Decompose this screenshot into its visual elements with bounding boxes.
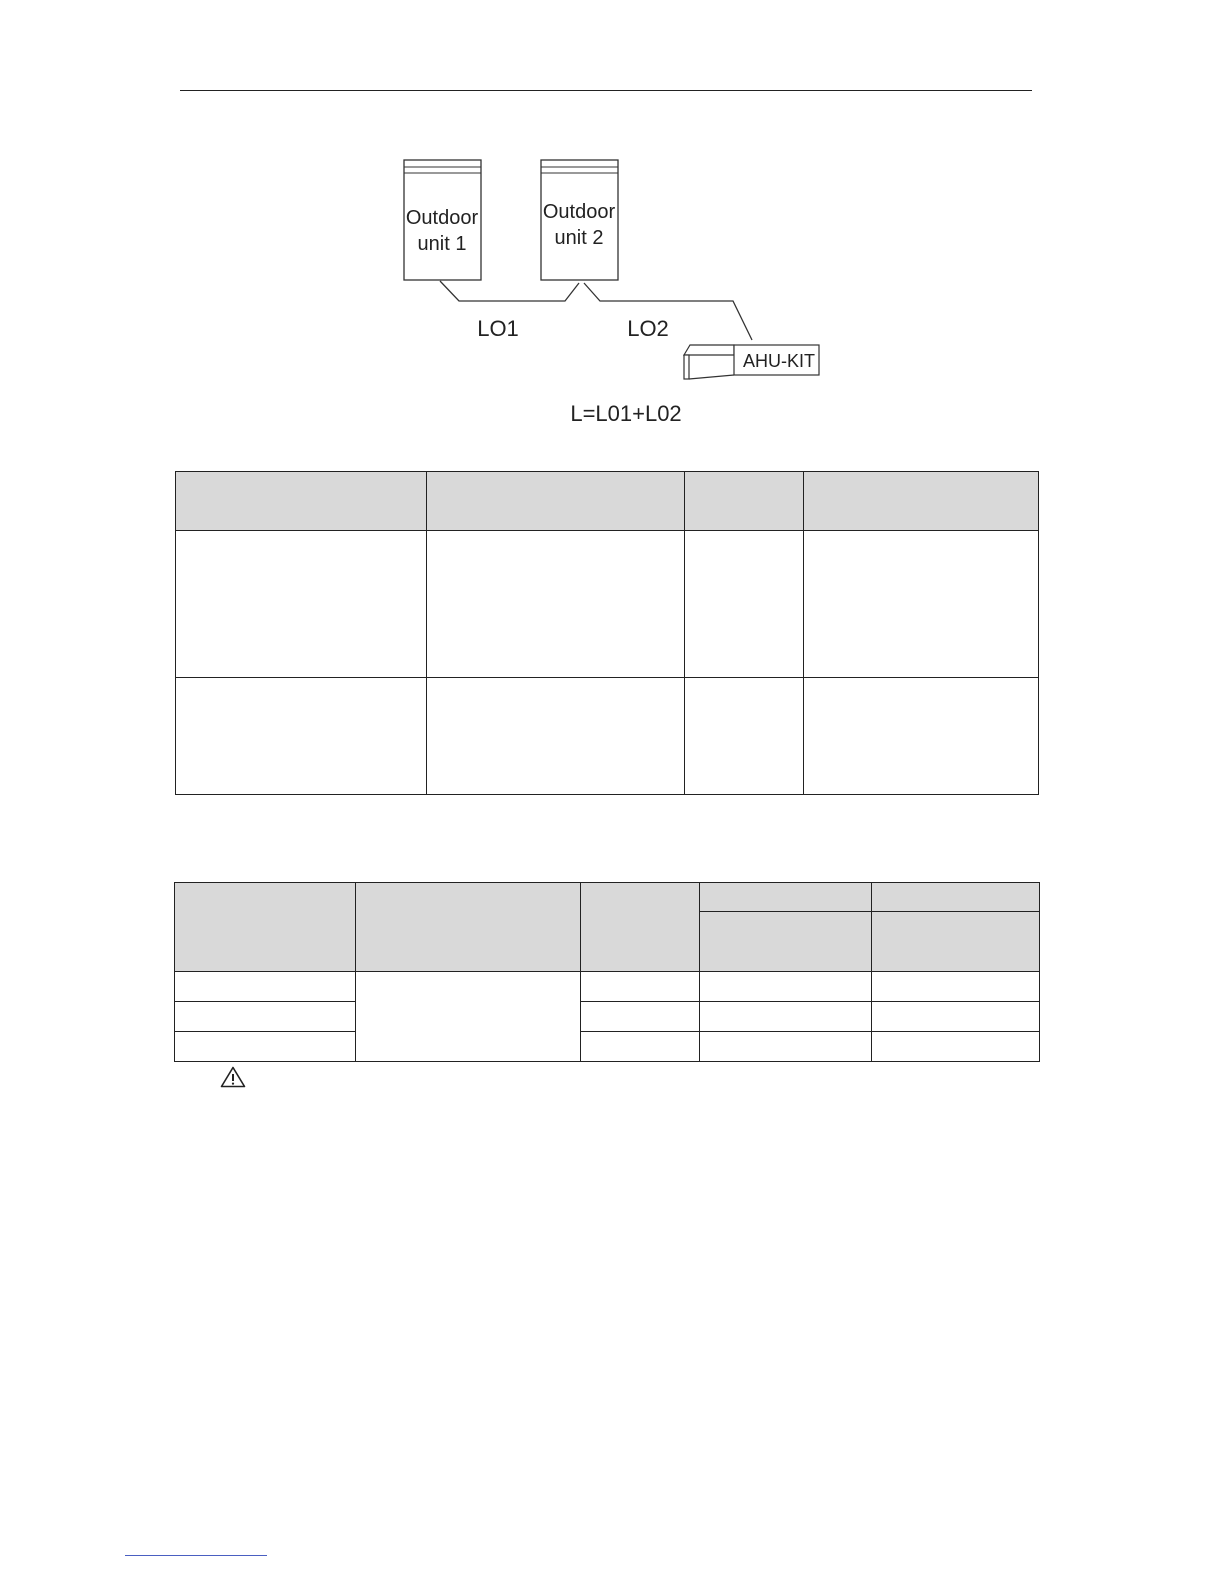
table-cell bbox=[176, 531, 427, 678]
footer-link-underline bbox=[125, 1555, 267, 1556]
table-cell bbox=[685, 531, 804, 678]
outdoor-unit-1 bbox=[404, 160, 481, 280]
table-header-cell bbox=[804, 472, 1039, 531]
table-cell bbox=[581, 972, 700, 1002]
piping-diagram bbox=[0, 0, 1224, 440]
pipe-label-lo2: LO2 bbox=[627, 316, 669, 341]
table-header-cell bbox=[356, 883, 581, 972]
table-cell bbox=[175, 1032, 356, 1062]
table-header-cell bbox=[872, 912, 1040, 972]
outdoor-unit-2-label-line1: Outdoor bbox=[542, 201, 616, 223]
table-cell bbox=[700, 1032, 872, 1062]
table-cell bbox=[700, 972, 872, 1002]
table-row bbox=[175, 1002, 1040, 1032]
table-cell bbox=[872, 972, 1040, 1002]
ahu-kit-label: AHU-KIT bbox=[743, 351, 815, 371]
table-header-cell bbox=[872, 883, 1040, 912]
table-cell bbox=[804, 531, 1039, 678]
table-cell bbox=[804, 678, 1039, 795]
table-cell bbox=[872, 1032, 1040, 1062]
table-header-cell bbox=[427, 472, 685, 531]
table-header-cell bbox=[581, 883, 700, 972]
table-cell bbox=[581, 1002, 700, 1032]
pipe-label-lo1: LO1 bbox=[477, 316, 519, 341]
pipe-size-table bbox=[174, 882, 1040, 1062]
table-header-cell bbox=[700, 883, 872, 912]
table-header-cell bbox=[176, 472, 427, 531]
table-header-row bbox=[176, 472, 1039, 531]
outdoor-unit-1-label-line2: unit 1 bbox=[417, 233, 467, 255]
outdoor-unit-2-label-line2: unit 2 bbox=[554, 227, 604, 249]
ahu-kit-box bbox=[684, 345, 819, 379]
table-cell bbox=[872, 1002, 1040, 1032]
table-cell bbox=[175, 972, 356, 1002]
outdoor-unit-1-label-line1: Outdoor bbox=[405, 207, 479, 229]
table-cell bbox=[175, 1002, 356, 1032]
table-header-cell bbox=[175, 883, 356, 972]
table-cell bbox=[700, 1002, 872, 1032]
warning-triangle-icon bbox=[220, 1066, 246, 1088]
table-cell bbox=[427, 531, 685, 678]
outdoor-unit-2 bbox=[541, 160, 618, 280]
table-row bbox=[176, 531, 1039, 678]
pipe-length-formula: L=L01+L02 bbox=[570, 401, 682, 426]
table-cell bbox=[176, 678, 427, 795]
table-row bbox=[176, 678, 1039, 795]
table-row bbox=[175, 1032, 1040, 1062]
table-cell bbox=[356, 972, 581, 1062]
pipe-length-table bbox=[175, 471, 1039, 795]
pipe-lo1 bbox=[440, 281, 579, 301]
table-cell bbox=[581, 1032, 700, 1062]
table-header-cell bbox=[700, 912, 872, 972]
table-header-row bbox=[175, 883, 1040, 912]
table-cell bbox=[685, 678, 804, 795]
table-header-cell bbox=[685, 472, 804, 531]
table-row bbox=[175, 972, 1040, 1002]
table-cell bbox=[427, 678, 685, 795]
